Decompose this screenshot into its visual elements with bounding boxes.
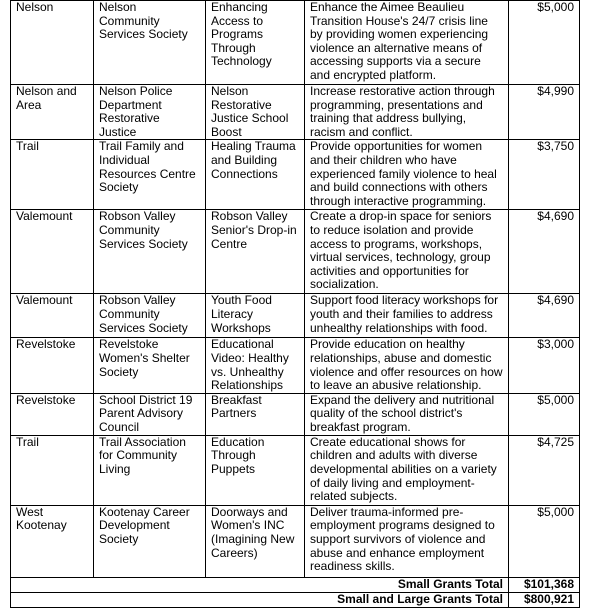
description-cell: Deliver trauma-informed pre-employment programs designed to support survivors of violence and abuse and enhance employment readiness skills. bbox=[305, 505, 509, 577]
combined-grants-total-amount: $800,921 bbox=[509, 592, 580, 607]
project-cell: Education Through Puppets bbox=[206, 435, 305, 505]
organization-cell: Revelstoke Women's Shelter Society bbox=[94, 338, 206, 393]
amount-cell: $4,725 bbox=[509, 435, 580, 505]
description-cell: Support food literacy workshops for youth and their families to address unhealthy relationships with food. bbox=[305, 294, 509, 338]
community-cell: Valemount bbox=[11, 210, 94, 294]
amount-cell: $3,000 bbox=[509, 338, 580, 393]
table-row bbox=[11, 85, 580, 140]
table-row bbox=[11, 294, 580, 338]
table-row bbox=[11, 435, 580, 505]
table-row bbox=[11, 210, 580, 294]
table-row bbox=[11, 505, 580, 577]
project-cell: Youth Food Literacy Workshops bbox=[206, 294, 305, 338]
table-row bbox=[11, 1, 580, 85]
community-cell: Nelson and Area bbox=[11, 85, 94, 140]
description-cell: Create a drop-in space for seniors to reduce isolation and provide access to programs, workshops, virtual services, technology, group activities and opportunities for socialization. bbox=[305, 210, 509, 294]
organization-cell: Trail Family and Individual Resources Centre Society bbox=[94, 140, 206, 210]
project-cell: Doorways and Women's INC (Imagining New Careers) bbox=[206, 505, 305, 577]
community-cell: Valemount bbox=[11, 294, 94, 338]
organization-cell: School District 19 Parent Advisory Council bbox=[94, 393, 206, 435]
project-cell: Enhancing Access to Programs Through Technology bbox=[206, 1, 305, 85]
small-grants-total-row bbox=[11, 577, 580, 592]
grants-table-body bbox=[11, 1, 580, 578]
organization-cell: Robson Valley Community Services Society bbox=[94, 294, 206, 338]
organization-cell: Robson Valley Community Services Society bbox=[94, 210, 206, 294]
community-cell: Revelstoke bbox=[11, 393, 94, 435]
community-cell: Trail bbox=[11, 435, 94, 505]
amount-cell: $4,990 bbox=[509, 85, 580, 140]
project-cell: Robson Valley Senior's Drop-in Centre bbox=[206, 210, 305, 294]
description-cell: Provide opportunities for women and their children who have experienced family violence to heal and build connections with others through interactive programming. bbox=[305, 140, 509, 210]
description-cell: Expand the delivery and nutritional quality of the school district's breakfast program. bbox=[305, 393, 509, 435]
description-cell: Increase restorative action through programming, presentations and training that address bullying, racism and conflict. bbox=[305, 85, 509, 140]
table-row bbox=[11, 338, 580, 393]
community-cell: Nelson bbox=[11, 1, 94, 85]
description-cell: Provide education on healthy relationships, abuse and domestic violence and offer resources on how to leave an abusive relationship. bbox=[305, 338, 509, 393]
amount-cell: $3,750 bbox=[509, 140, 580, 210]
amount-cell: $4,690 bbox=[509, 210, 580, 294]
combined-grants-total-label: Small and Large Grants Total bbox=[11, 592, 509, 607]
description-cell: Create educational shows for children and adults with diverse developmental abilities on a variety of daily living and employment-related subjects. bbox=[305, 435, 509, 505]
community-cell: West Kootenay bbox=[11, 505, 94, 577]
organization-cell: Nelson Police Department Restorative Justice bbox=[94, 85, 206, 140]
organization-cell: Kootenay Career Development Society bbox=[94, 505, 206, 577]
community-cell: Revelstoke bbox=[11, 338, 94, 393]
amount-cell: $5,000 bbox=[509, 1, 580, 85]
amount-cell: $5,000 bbox=[509, 393, 580, 435]
amount-cell: $5,000 bbox=[509, 505, 580, 577]
small-grants-total-label: Small Grants Total bbox=[11, 577, 509, 592]
project-cell: Nelson Restorative Justice School Boost bbox=[206, 85, 305, 140]
combined-grants-total-row bbox=[11, 592, 580, 607]
project-cell: Educational Video: Healthy vs. Unhealthy Relationships bbox=[206, 338, 305, 393]
community-cell: Trail bbox=[11, 140, 94, 210]
organization-cell: Nelson Community Services Society bbox=[94, 1, 206, 85]
amount-cell: $4,690 bbox=[509, 294, 580, 338]
table-row bbox=[11, 140, 580, 210]
project-cell: Breakfast Partners bbox=[206, 393, 305, 435]
grants-table bbox=[10, 0, 580, 608]
project-cell: Healing Trauma and Building Connections bbox=[206, 140, 305, 210]
table-row bbox=[11, 393, 580, 435]
description-cell: Enhance the Aimee Beaulieu Transition House's 24/7 crisis line by providing women experiencing violence an alternative means of accessing supports via a secure and encrypted platform. bbox=[305, 1, 509, 85]
small-grants-total-amount: $101,368 bbox=[509, 577, 580, 592]
organization-cell: Trail Association for Community Living bbox=[94, 435, 206, 505]
